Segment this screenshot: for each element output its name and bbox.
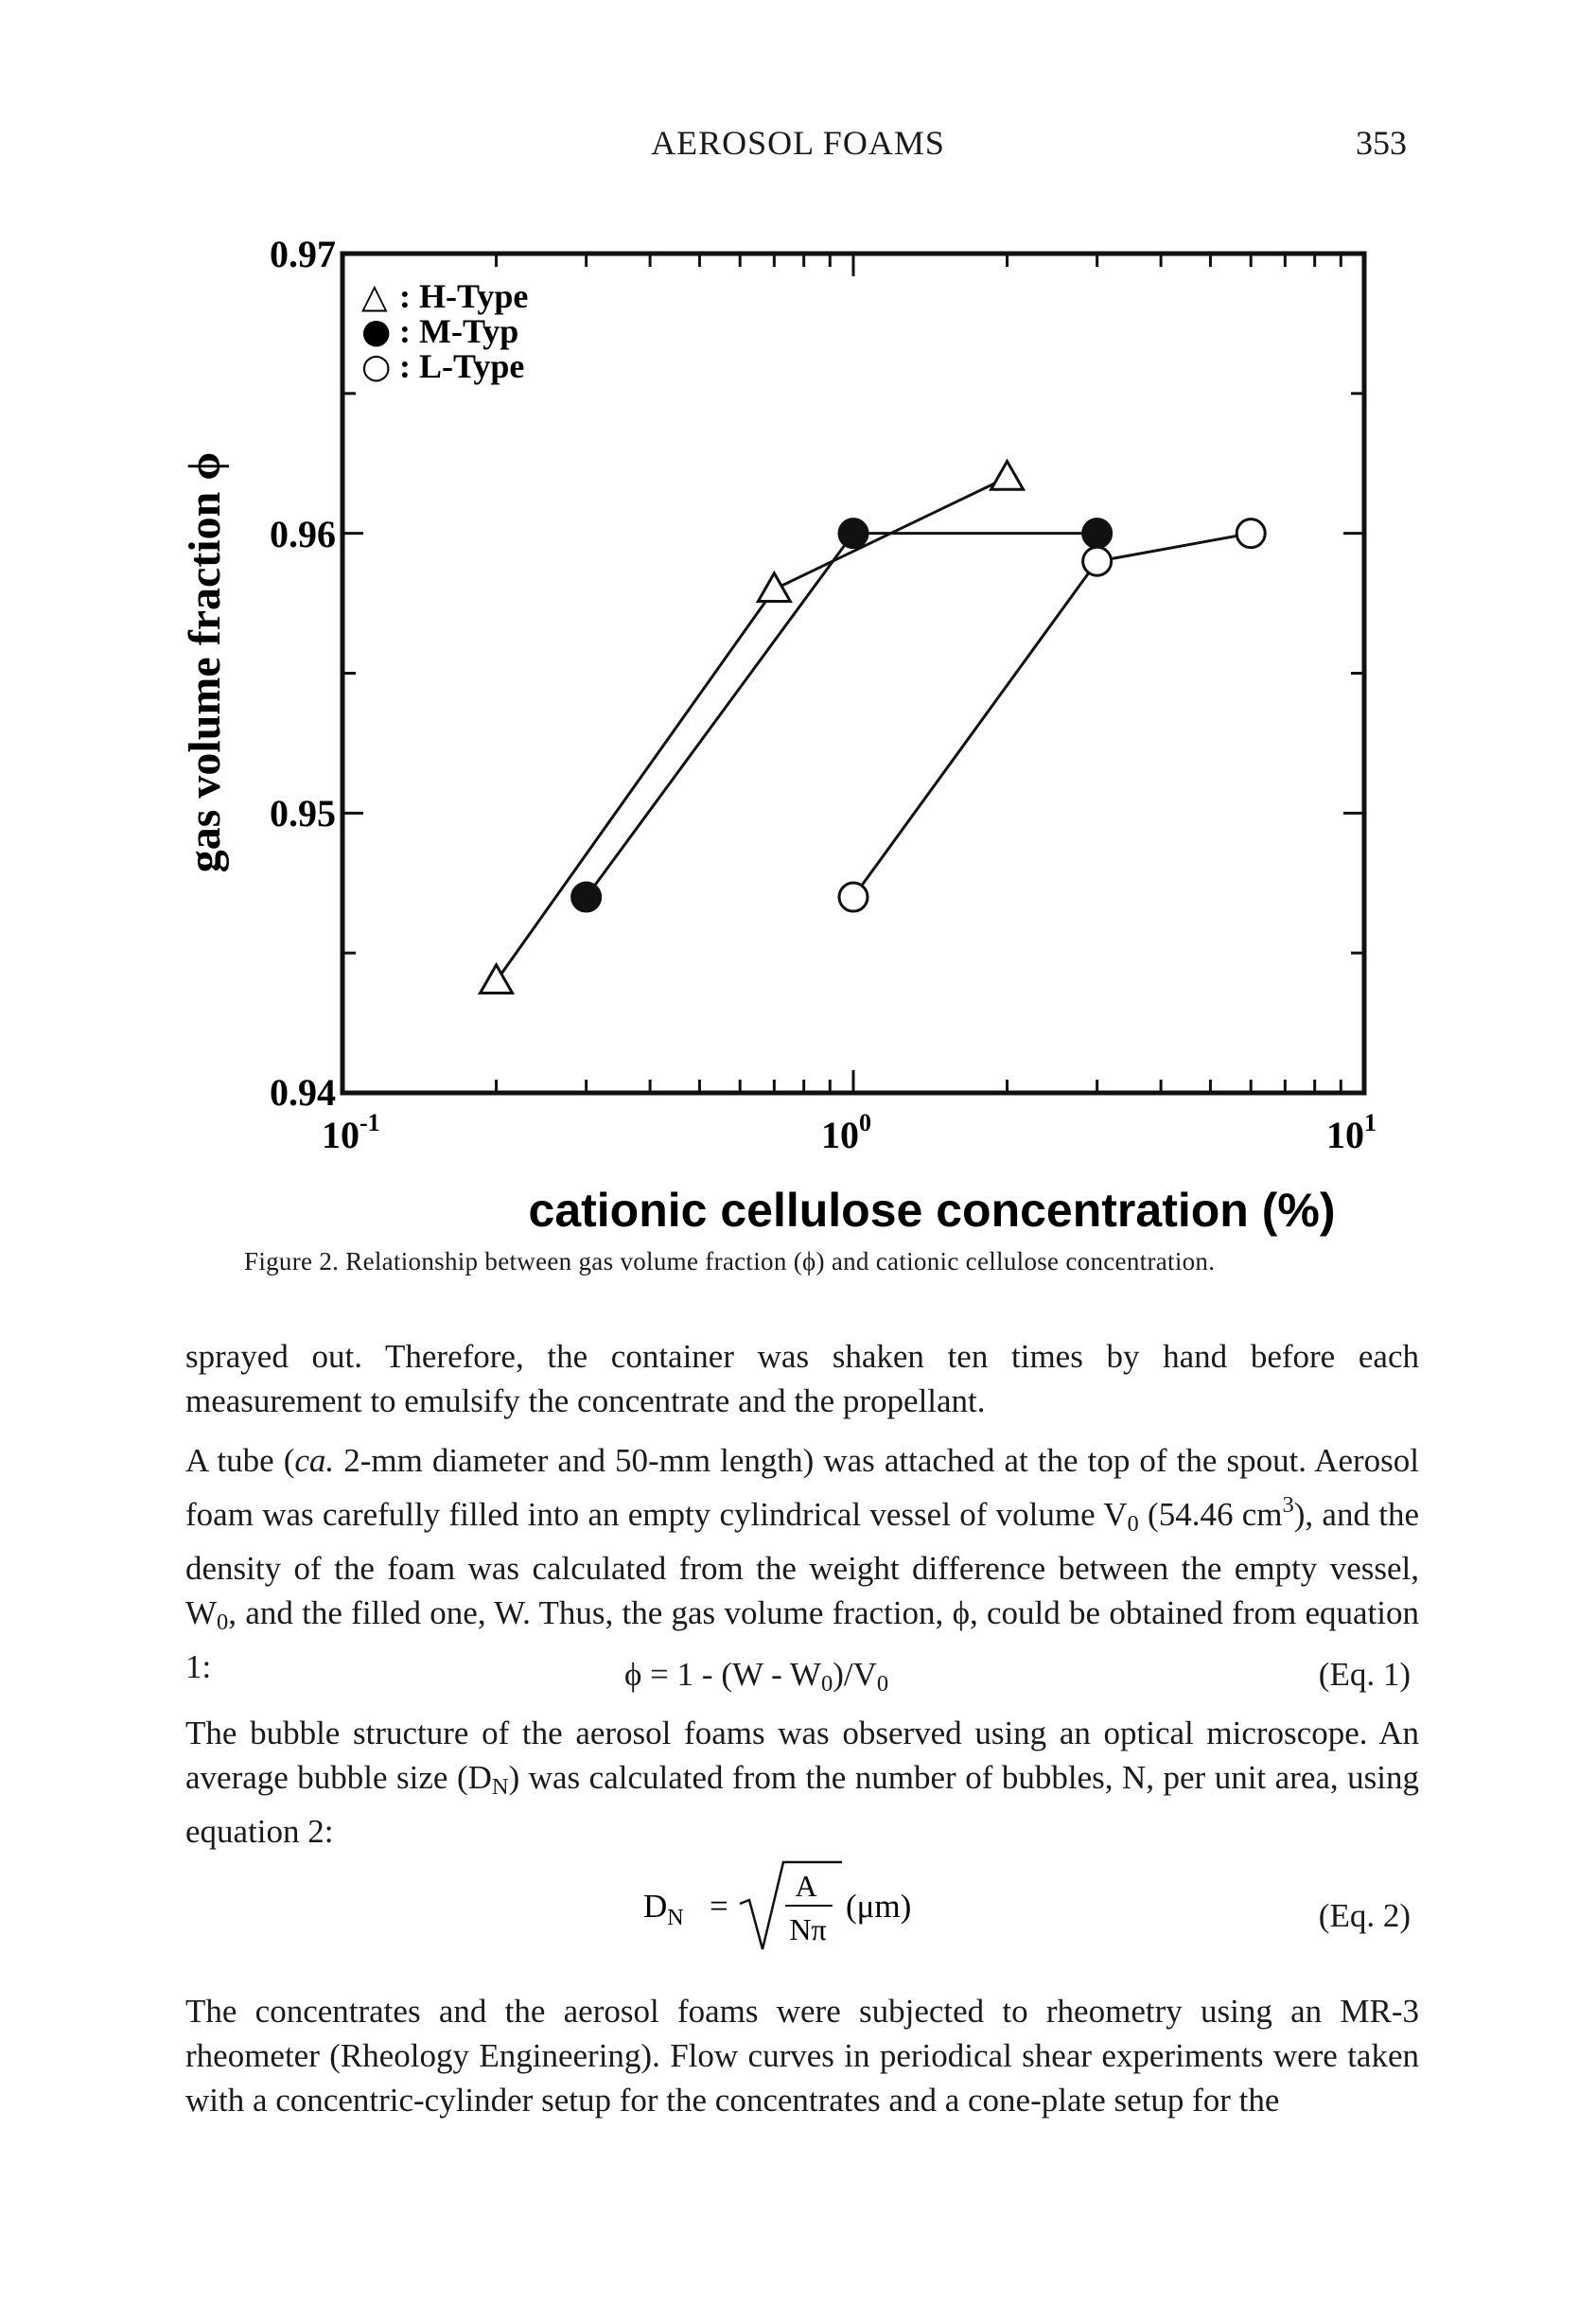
legend-label-h: : H-Type: [399, 277, 529, 315]
y-tick-label: 0.97: [270, 233, 336, 275]
data-point-h-type: [481, 965, 513, 994]
equation-1-number: (Eq. 1): [1318, 1656, 1411, 1693]
legend-symbol-h: △: [361, 277, 388, 316]
series-line-h-type: [497, 478, 1008, 981]
data-point-l-type: [839, 883, 868, 911]
legend-label-m: : M-Typ: [399, 312, 519, 350]
data-point-m-type: [572, 883, 601, 911]
legend: [361, 277, 528, 386]
data-point-m-type: [839, 519, 868, 548]
figure-caption: [244, 1247, 1427, 1276]
y-tick-label: 0.96: [270, 513, 336, 555]
paragraph-4-text: The concentrates and the aerosol foams were subjected to rheometry using an MR-3 rheometer (Rheology Engineering). Flow curves in periodical shear experiments were taken with a concentric-cylinder setup for the concentrates and a cone-plate setup for the: [185, 1993, 1419, 2119]
paragraph-3-text: The bubble structure of the aerosol foams was observed using an optical microscope. An average bubble size $(D_N)$ was calculated from the number of bubbles, N, per unit area, using equation 2:: [185, 1715, 1419, 1850]
paragraph-2-text: A tube (ca. 2-mm diameter and 50-mm length) was attached at the top of the spout. Aerosol foam was carefully filled into an empty cylindrical vessel of volume $V_0$ (54.46 $cm^3$), and the density of the foam was calculated from the weight difference between the empty vessel, $W_0$, and the filled one, W. Thus, the gas volume fraction, ϕ, could be obtained from equation 1:: [185, 1442, 1419, 1685]
caption-label: Figure 2.: [244, 1247, 340, 1275]
paragraph-4: [185, 1989, 1419, 2122]
series-line-m-type: [587, 534, 1097, 897]
x-tick-label: $10^1$: [1326, 1109, 1377, 1156]
equation-1: $\phi = 1 - (W - W_0)/V_0$: [624, 1656, 889, 1697]
equation-2: [643, 1855, 1135, 1959]
svg-text:(μm): (μm): [846, 1888, 912, 1925]
series-line-l-type: [853, 534, 1251, 897]
caption-text: Relationship between gas volume fraction (ϕ) and cationic cellulose concentration.: [345, 1247, 1216, 1275]
y-axis-label: gas volume fraction ϕ: [180, 451, 230, 873]
x-axis-label: cationic cellulose concentration (%): [528, 1184, 1336, 1237]
data-point-h-type: [991, 462, 1024, 490]
x-tick-label: $10^0$: [821, 1109, 871, 1156]
y-tick-label: 0.95: [270, 792, 336, 835]
paragraph-1-text: sprayed out. Therefore, the container was shaken ten times by hand before each measurement to emulsify the concentrate and the propellant.: [185, 1338, 1419, 1419]
legend-symbol-m: ●: [361, 312, 392, 351]
legend-symbol-l: ○: [361, 347, 392, 386]
paragraph-3: [185, 1711, 1419, 1854]
paragraph-1: [185, 1334, 1419, 1423]
y-tick-label: 0.94: [270, 1071, 336, 1114]
data-point-h-type: [758, 573, 790, 602]
data-point-m-type: [1083, 519, 1112, 548]
page-number: 353: [1356, 124, 1407, 162]
data-point-l-type: [1083, 547, 1112, 575]
running-head-title: AEROSOL FOAMS: [651, 124, 945, 162]
x-tick-label: $10^{-1}$: [322, 1109, 380, 1156]
svg-text:DN: $D_N$: [643, 1888, 684, 1930]
series-layer: [481, 462, 1266, 994]
equation-2-number: (Eq. 2): [1318, 1897, 1411, 1934]
svg-text:Nπ: Nπ: [789, 1912, 827, 1946]
svg-text:=: =: [710, 1888, 728, 1925]
svg-text:A: A: [795, 1869, 817, 1903]
legend-label-l: : L-Type: [399, 347, 525, 385]
paragraph-2: [185, 1438, 1419, 1689]
data-point-l-type: [1236, 519, 1265, 548]
